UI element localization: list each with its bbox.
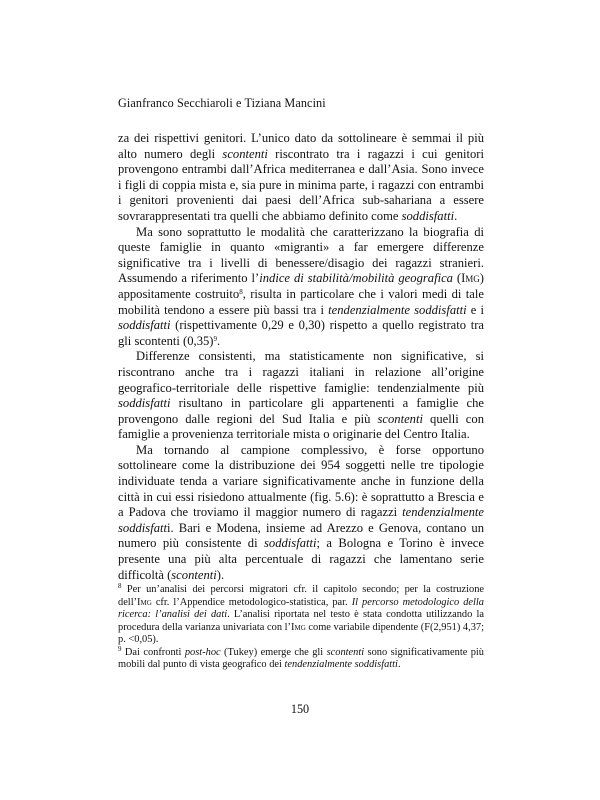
italic-text: Il percorso metodologico della ricerca: l’analisi dei dati [118, 596, 485, 620]
italic-text: indice di stabilità/mobilità geografica [259, 271, 453, 286]
text-run: . [397, 659, 401, 670]
italic-text: scontenti [222, 146, 268, 161]
text-run: riscontrato tra i ragazzi i cui genitori provengono entrambi dall’Africa mediterranea e dall’Asia. Sono invece i figli di coppia mista e, sia pure in minima parte, i ragazzi con entrambi i genitori provenienti dai paesi dell’Africa sub-sahariana a essere sovrarappresentati tra quelli che abbiamo definito come [118, 146, 484, 223]
italic-text: tendenzialmente soddisfatti [328, 302, 467, 317]
text-run: ( [452, 271, 462, 286]
italic-text: scontenti [377, 411, 423, 426]
text-run: e i [466, 302, 484, 317]
small-caps-text: Img [291, 621, 306, 633]
paragraph [118, 225, 484, 350]
text-run: . [454, 208, 458, 223]
small-caps-text: Img [461, 271, 480, 286]
italic-text: soddisfatti [118, 318, 171, 333]
text-run: quelli con famiglie a provenienza territoriale mista o originarie del Centro Italia. [118, 411, 484, 442]
paragraph [118, 349, 484, 443]
small-caps-text: Img [137, 596, 152, 608]
text-run: sono significativamente più mobili dal punto di vista geografico dei [118, 646, 485, 670]
text-run: . [217, 333, 221, 348]
text-run: , risulta in particolare che i valori medi di tale mobilità tendono a essere più bassi tra i [118, 286, 484, 317]
text-run: Per un’analisi dei percorsi migratori cfr. il capitolo secondo; per la costruzione dell’ [118, 584, 484, 608]
footnote-ref: 8 [118, 582, 122, 590]
text-run: ). [216, 567, 225, 582]
text-run: za dei rispettivi genitori. L’unico dato da sottolineare è semmai il più alto numero degli [118, 131, 484, 161]
italic-text: soddisfatti [118, 396, 171, 411]
italic-text: soddisfatti [401, 208, 455, 223]
body-text [118, 131, 484, 583]
text-run: (rispettivamente 0,29 e 0,30) rispetto a quello registrato tra gli scontenti (0,35) [118, 318, 484, 348]
text-run: risultano in particolare gli appartenenti a famiglie che provengono dalle regioni del Sud Italia e più [118, 396, 484, 426]
italic-text: tendenzialmente soddisfatti [284, 659, 398, 670]
text-run: Ma sono soprattutto le modalità che caratterizzano la biografia di queste famiglie in quanto «migranti» a far emergere differenze significative tra i livelli di benessere/disagio dei ragazzi stranieri. Assumendo a riferimento l’ [118, 224, 484, 286]
italic-text: tendenzialmente soddisfatt [118, 505, 484, 535]
footnotes [118, 584, 484, 672]
text-run: come variabile dipendente (F(2,951) 4,37; p. <0,05). [118, 621, 485, 645]
footnote-ref: 9 [213, 334, 217, 343]
italic-text: post-hoc [184, 646, 221, 658]
running-header: Gianfranco Secchiaroli e Tiziana Mancini [118, 96, 326, 110]
italic-text: scontenti [171, 567, 217, 582]
footnote-ref: 9 [118, 644, 122, 653]
footnote-ref: 8 [239, 287, 243, 296]
paragraph [118, 131, 484, 225]
text-run: Dai confronti [121, 646, 185, 658]
italic-text: soddisfatti [264, 536, 317, 551]
paragraph [118, 443, 484, 583]
text-run: ) appositamente costruito [118, 271, 484, 301]
text-run: ; a Bologna e Torino è invece presente una più alta percentuale di ragazzi che lamentano serie difficoltà ( [118, 536, 484, 582]
text-run: (Tukey) emerge che gli [220, 646, 327, 658]
text-run: cfr. l’Appendice metodologico-statistica, par. [151, 596, 352, 608]
text-run: Ma tornando al campione complessivo, è forse opportuno sottolineare come la distribuzione dei 954 soggetti nelle tre tipologie individuate tenda a variare significativamente anche in funzione della città in cui essi risiedono attualmente (fig. 5.6): è soprattutto a Brescia e a Padova che troviamo il maggior numero di ragazzi [118, 442, 484, 520]
footnote [118, 584, 484, 647]
italic-text: scontenti [326, 646, 365, 658]
text-run: Differenze consistenti, ma statisticamente non significative, si riscontrano anche tra i ragazzi italiani in relazione all’origine geografico-territoriale delle rispettive famiglie: tendenzialmente più [118, 349, 484, 395]
text-run: . L’analisi riportata nel testo è stata condotta utilizzando la procedura della varianza univariata con l’ [118, 609, 484, 633]
page-number: 150 [290, 702, 310, 716]
footnote [118, 644, 485, 672]
text-run: i. Bari e Modena, insieme ad Arezzo e Genova, contano un numero più consistente di [118, 520, 484, 551]
